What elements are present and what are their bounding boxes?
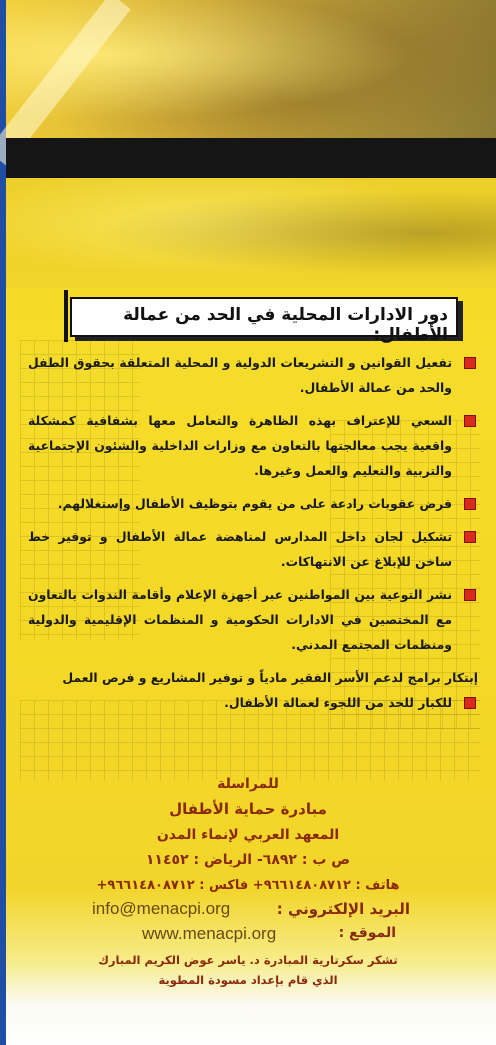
list-item-text: فرض عقوبات رادعة على من يقوم بتوظيف الأطفال وإستغلالهم. xyxy=(57,496,452,511)
black-band xyxy=(6,138,496,178)
email-link[interactable]: info@menacpi.org xyxy=(92,899,231,918)
list-item xyxy=(28,491,478,516)
organization-name: مبادرة حماية الأطفال xyxy=(169,800,327,818)
phone-fax: هاتف : ٩٦٦١٤٨٠٨٧١٢+ فاكس : ٩٦٦١٤٨٠٨٧١٢+ xyxy=(96,878,400,893)
contact-heading: للمراسلة xyxy=(217,776,279,792)
list-item xyxy=(28,350,478,400)
list-item xyxy=(28,408,478,483)
website-link[interactable]: www.menacpi.org xyxy=(142,924,277,943)
red-square-bullet-icon xyxy=(464,357,476,369)
list-item xyxy=(28,690,478,715)
red-square-bullet-icon xyxy=(464,589,476,601)
website-label: الموقع : xyxy=(338,925,396,941)
email-label: البريد الإلكتروني : xyxy=(276,900,410,918)
title-accent-bar xyxy=(64,290,68,342)
red-square-bullet-icon xyxy=(464,697,476,709)
bullet-list xyxy=(28,350,478,723)
institute-name: المعهد العربي لإنماء المدن xyxy=(156,827,340,843)
thanks-line-1: تشكر سكرتارية المبادرة د. ياسر عوض الكريم المبارك xyxy=(98,953,398,967)
header-photo xyxy=(6,0,496,138)
list-item-text: نشر التوعية بين المواطنين عبر أجهزة الإعلام وأقامة الندوات بالتعاون مع المختصين في الادارات الحكومية و المنظمات الإقليمية والدولية ومنظمات المجتمع المدني. xyxy=(28,587,452,652)
list-item-text: تشكيل لجان داخل المدارس لمناهضة عمالة الأطفال و توفير خط ساخن للإبلاغ عن الانتهاكات. xyxy=(28,529,452,569)
po-box: ص ب : ٦٨٩٢- الرياض : ١١٤٥٢ xyxy=(145,852,351,868)
section-title: دور الادارات المحلية في الحد من عمالة الأطفال: xyxy=(123,305,448,345)
list-item-text: تفعيل القوانين و التشريعات الدولية و المحلية المتعلقة بحقوق الطفل والحد من عمالة الأطفال. xyxy=(28,355,452,395)
background-photo xyxy=(6,178,496,288)
red-square-bullet-icon xyxy=(464,415,476,427)
list-item xyxy=(28,524,478,574)
list-item-text: إبتكار برامج لدعم الأسر الفقير مادياً و توفير المشاريع و فرص العمل xyxy=(62,670,478,685)
red-square-bullet-icon xyxy=(464,531,476,543)
section-title-box xyxy=(70,297,458,345)
thanks-line-2: الذي قام بإعداد مسودة المطوية xyxy=(158,973,338,987)
red-square-bullet-icon xyxy=(464,498,476,510)
list-item-text: السعي للإعتراف بهذه الظاهرة والتعامل معها بشفافية كمشكلة واقعية يجب معالجتها بالتعاون مع وزارات الداخلية والشئون الإجتماعية والتربية والتعليم والعمل وغيرها. xyxy=(28,413,452,478)
list-item xyxy=(28,582,478,657)
list-item-text: للكبار للحد من اللجوء لعمالة الأطفال. xyxy=(224,695,452,710)
list-item xyxy=(28,665,478,690)
